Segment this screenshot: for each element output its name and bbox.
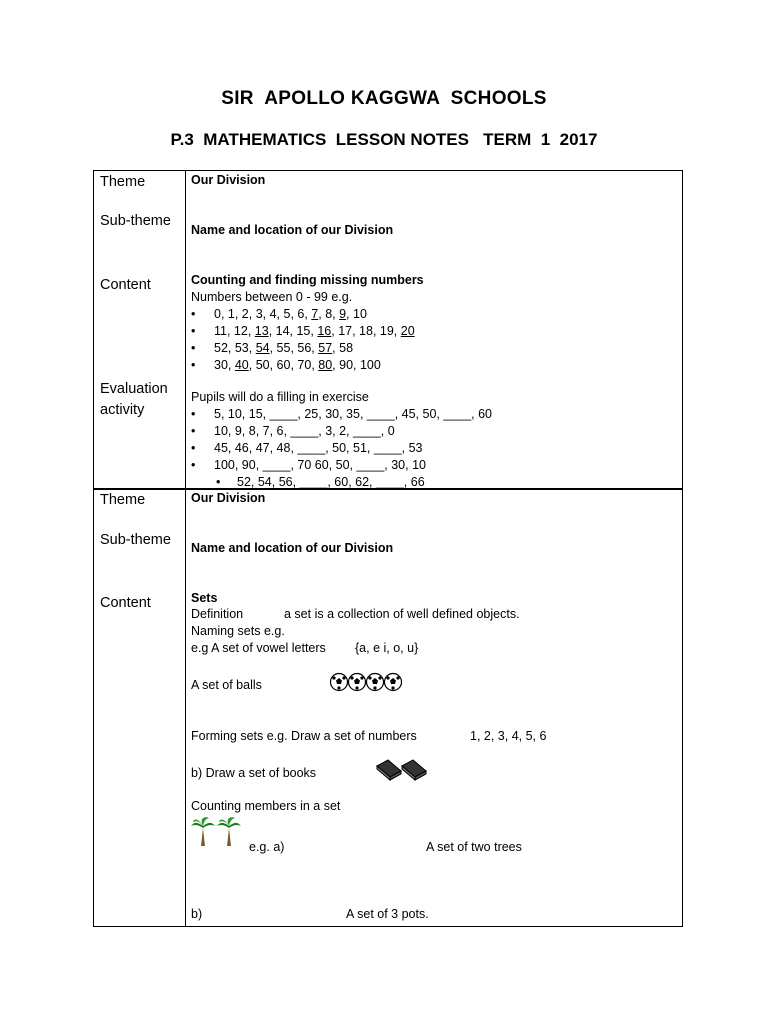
subtheme-value: Name and location of our Division [191,223,394,237]
label-theme: Theme [100,174,146,190]
bullet: • [191,407,196,421]
fill-in-exercise-item: 45, 46, 47, 48, ____, 50, 51, ____, 53 [214,441,423,455]
evaluation-intro: Pupils will do a filling in exercise [191,390,369,404]
example-b-label: b) [191,907,203,921]
school-name: SIR APOLLO KAGGWA SCHOOLS [221,88,547,109]
subtheme-value: Name and location of our Division [191,541,394,555]
example-a-label: e.g. a) [249,840,285,854]
bullet: • [191,458,196,472]
forming-sets-label: Forming sets e.g. Draw a set of numbers [191,729,417,743]
vowel-set-label: e.g A set of vowel letters [191,641,326,655]
label-content: Content [100,277,151,293]
definition-label: Definition [191,607,244,621]
number-sequence-item: 0, 1, 2, 3, 4, 5, 6, 7, 8, 9, 10 [214,307,367,321]
fill-in-exercise-item: 52, 54, 56, ____, 60, 62, ____, 66 [237,475,425,489]
bullet: • [191,307,196,321]
content-intro: Numbers between 0 - 99 e.g. [191,290,353,304]
label-theme: Theme [100,492,146,508]
bullet: • [216,475,221,489]
two-trees-text: A set of two trees [426,840,522,854]
books-label: b) Draw a set of books [191,766,317,780]
label-evaluation: Evaluation activity [100,381,168,418]
fill-in-exercise-item: 5, 10, 15, ____, 25, 30, 35, ____, 45, 50, ____, 60 [214,407,493,421]
label-subtheme: Sub-theme [100,213,171,229]
number-sequence-item: 11, 12, 13, 14, 15, 16, 17, 18, 19, 20 [214,324,415,338]
theme-value: Our Division [191,173,266,187]
bullet: • [191,424,196,438]
lesson-block-2 [93,488,683,927]
vowel-set: {a, e i, o, u} [355,641,419,655]
lesson-block-1 [93,170,683,490]
football-icon [330,672,402,692]
counting-label: Counting members in a set [191,799,341,813]
number-sequence-item: 30, 40, 50, 60, 70, 80, 90, 100 [214,358,381,372]
document-title: P.3 MATHEMATICS LESSON NOTES TERM 1 2017 [170,130,598,149]
label-content: Content [100,595,151,611]
forming-sets-numbers: 1, 2, 3, 4, 5, 6 [470,729,547,743]
book-icon [375,757,429,781]
number-sequence-item: 52, 53, 54, 55, 56, 57, 58 [214,341,354,355]
content-title: Counting and finding missing numbers [191,273,424,287]
fill-in-exercise-item: 10, 9, 8, 7, 6, ____, 3, 2, ____, 0 [214,424,395,438]
content-title: Sets [191,591,218,605]
balls-label: A set of balls [191,678,262,692]
column-divider [185,171,186,489]
three-pots-text: A set of 3 pots. [346,907,429,921]
fill-in-exercise-item: 100, 90, ____, 70 60, 50, ____, 30, 10 [214,458,426,472]
bullet: • [191,358,196,372]
bullet: • [191,341,196,355]
bullet: • [191,324,196,338]
definition-text: a set is a collection of well defined objects. [284,607,520,621]
palm-tree-icon [191,816,247,848]
column-divider [185,489,186,926]
naming-sets: Naming sets e.g. [191,624,285,638]
bullet: • [191,441,196,455]
label-subtheme: Sub-theme [100,532,171,548]
theme-value: Our Division [191,491,266,505]
